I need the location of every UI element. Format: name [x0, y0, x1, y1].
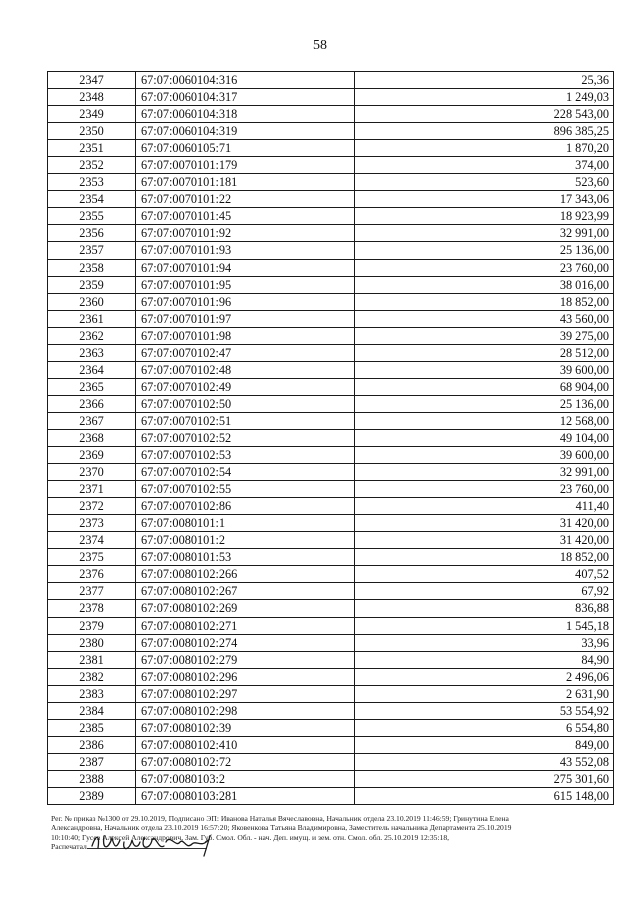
row-number: 2358 — [48, 259, 136, 276]
table-row — [48, 787, 614, 804]
table-row — [48, 123, 614, 140]
cadastral-number: 67:07:0060104:316 — [136, 72, 355, 89]
table-row — [48, 532, 614, 549]
cadastral-number: 67:07:0080102:298 — [136, 702, 355, 719]
cadastral-number: 67:07:0080103:2 — [136, 770, 355, 787]
row-number: 2361 — [48, 310, 136, 327]
table-row — [48, 549, 614, 566]
row-number: 2370 — [48, 464, 136, 481]
cadastral-number: 67:07:0070101:97 — [136, 310, 355, 327]
cadastral-number: 67:07:0080102:410 — [136, 736, 355, 753]
table-row — [48, 566, 614, 583]
cadastral-value: 28 512,00 — [355, 344, 614, 361]
table-row — [48, 447, 614, 464]
row-number: 2363 — [48, 344, 136, 361]
table-row — [48, 753, 614, 770]
table-row — [48, 600, 614, 617]
printed-by-label: Распечатал — [51, 842, 87, 851]
cadastral-value: 84,90 — [355, 651, 614, 668]
cadastral-number: 67:07:0080103:281 — [136, 787, 355, 804]
row-number: 2385 — [48, 719, 136, 736]
cadastral-number: 67:07:0080102:39 — [136, 719, 355, 736]
cadastral-value: 1 545,18 — [355, 617, 614, 634]
cadastral-number: 67:07:0060104:319 — [136, 123, 355, 140]
row-number: 2367 — [48, 412, 136, 429]
cadastral-value: 18 923,99 — [355, 208, 614, 225]
cadastral-value: 38 016,00 — [355, 276, 614, 293]
cadastral-value: 849,00 — [355, 736, 614, 753]
cadastral-number: 67:07:0070102:52 — [136, 429, 355, 446]
cadastral-number: 67:07:0070102:53 — [136, 447, 355, 464]
row-number: 2382 — [48, 668, 136, 685]
cadastral-value: 17 343,06 — [355, 191, 614, 208]
row-number: 2351 — [48, 140, 136, 157]
cadastral-number: 67:07:0070101:92 — [136, 225, 355, 242]
page-number: 58 — [313, 38, 327, 53]
row-number: 2360 — [48, 293, 136, 310]
cadastral-value: 2 631,90 — [355, 685, 614, 702]
row-number: 2386 — [48, 736, 136, 753]
row-number: 2372 — [48, 498, 136, 515]
table-row — [48, 174, 614, 191]
row-number: 2389 — [48, 787, 136, 804]
cadastral-value: 67,92 — [355, 583, 614, 600]
cadastral-value: 43 552,08 — [355, 753, 614, 770]
row-number: 2388 — [48, 770, 136, 787]
cadastral-value: 18 852,00 — [355, 549, 614, 566]
cadastral-value: 25 136,00 — [355, 242, 614, 259]
table-row — [48, 361, 614, 378]
table-row — [48, 242, 614, 259]
table-row — [48, 515, 614, 532]
table-row — [48, 736, 614, 753]
table-row — [48, 412, 614, 429]
cadastral-number: 67:07:0070102:86 — [136, 498, 355, 515]
cadastral-number: 67:07:0080101:53 — [136, 549, 355, 566]
table-row — [48, 89, 614, 106]
cadastral-value: 68 904,00 — [355, 378, 614, 395]
cadastral-number: 67:07:0080101:2 — [136, 532, 355, 549]
row-number: 2356 — [48, 225, 136, 242]
cadastral-value: 6 554,80 — [355, 719, 614, 736]
table-row — [48, 719, 614, 736]
row-number: 2357 — [48, 242, 136, 259]
cadastral-number: 67:07:0070101:93 — [136, 242, 355, 259]
row-number: 2362 — [48, 327, 136, 344]
cadastral-value: 53 554,92 — [355, 702, 614, 719]
table-row — [48, 481, 614, 498]
table-row — [48, 259, 614, 276]
cadastral-value: 1 249,03 — [355, 89, 614, 106]
cadastral-number: 67:07:0070102:49 — [136, 378, 355, 395]
table-row — [48, 225, 614, 242]
cadastral-number: 67:07:0080102:267 — [136, 583, 355, 600]
table-row — [48, 464, 614, 481]
cadastral-number: 67:07:0070101:22 — [136, 191, 355, 208]
cadastral-number: 67:07:0070102:55 — [136, 481, 355, 498]
table-row — [48, 498, 614, 515]
cadastral-value: 411,40 — [355, 498, 614, 515]
cadastral-value: 33,96 — [355, 634, 614, 651]
cadastral-number: 67:07:0080102:266 — [136, 566, 355, 583]
cadastral-value: 275 301,60 — [355, 770, 614, 787]
cadastral-value: 836,88 — [355, 600, 614, 617]
cadastral-number: 67:07:0060105:71 — [136, 140, 355, 157]
cadastral-number: 67:07:0070101:96 — [136, 293, 355, 310]
cadastral-value: 25,36 — [355, 72, 614, 89]
cadastral-number: 67:07:0080102:269 — [136, 600, 355, 617]
row-number: 2384 — [48, 702, 136, 719]
cadastral-number: 67:07:0080102:297 — [136, 685, 355, 702]
cadastral-number: 67:07:0080102:274 — [136, 634, 355, 651]
footer-line-2: Александровна, Начальник отдела 23.10.2019 16:57:20; Яковенкова Татьяна Владимировна, Заместитель начальника Департамента 25.10.2019 — [51, 823, 512, 833]
cadastral-number: 67:07:0070101:179 — [136, 157, 355, 174]
table-row — [48, 310, 614, 327]
footer-line-1: Рег. № приказ №1300 от 29.10.2019, Подписано ЭП: Иванова Наталья Вячеславовна, Начальник отдела 23.10.2019 11:46:59; Гринутина Елена — [51, 814, 509, 823]
cadastral-value: 2 496,06 — [355, 668, 614, 685]
row-number: 2365 — [48, 378, 136, 395]
cadastral-number: 67:07:0070101:45 — [136, 208, 355, 225]
cadastral-value: 615 148,00 — [355, 787, 614, 804]
cadastral-value: 18 852,00 — [355, 293, 614, 310]
cadastral-number: 67:07:0070102:50 — [136, 395, 355, 412]
cadastral-number: 67:07:0080102:72 — [136, 753, 355, 770]
table-row — [48, 685, 614, 702]
row-number: 2364 — [48, 361, 136, 378]
cadastral-value: 32 991,00 — [355, 464, 614, 481]
table-row — [48, 208, 614, 225]
cadastral-value: 407,52 — [355, 566, 614, 583]
cadastral-number: 67:07:0080102:296 — [136, 668, 355, 685]
cadastral-value: 39 600,00 — [355, 447, 614, 464]
table-row — [48, 668, 614, 685]
row-number: 2379 — [48, 617, 136, 634]
cadastral-value: 896 385,25 — [355, 123, 614, 140]
cadastral-number: 67:07:0080101:1 — [136, 515, 355, 532]
cadastral-number: 67:07:0060104:318 — [136, 106, 355, 123]
table-body — [48, 72, 614, 805]
row-number: 2380 — [48, 634, 136, 651]
footer-line-3: 10:10:40; Гусев Алексей Александрович, Зам. Губ. Смол. Обл. - нач. Деп. имущ. и зем. отн. Смол. обл. 25.10.2019 12:35:18, — [51, 832, 450, 842]
row-number: 2354 — [48, 191, 136, 208]
row-number: 2373 — [48, 515, 136, 532]
table-row — [48, 344, 614, 361]
cadastral-values-table — [47, 71, 614, 805]
row-number: 2359 — [48, 276, 136, 293]
table-row — [48, 651, 614, 668]
cadastral-number: 67:07:0070102:47 — [136, 344, 355, 361]
table-row — [48, 617, 614, 634]
cadastral-number: 67:07:0080102:271 — [136, 617, 355, 634]
cadastral-value: 1 870,20 — [355, 140, 614, 157]
row-number: 2381 — [48, 651, 136, 668]
row-number: 2366 — [48, 395, 136, 412]
cadastral-value: 31 420,00 — [355, 532, 614, 549]
cadastral-value: 49 104,00 — [355, 429, 614, 446]
row-number: 2347 — [48, 72, 136, 89]
cadastral-value: 39 275,00 — [355, 327, 614, 344]
table-row — [48, 276, 614, 293]
cadastral-value: 39 600,00 — [355, 361, 614, 378]
row-number: 2387 — [48, 753, 136, 770]
cadastral-number: 67:07:0070101:95 — [136, 276, 355, 293]
cadastral-value: 23 760,00 — [355, 259, 614, 276]
table-row — [48, 72, 614, 89]
table-row — [48, 702, 614, 719]
row-number: 2349 — [48, 106, 136, 123]
table-row — [48, 634, 614, 651]
cadastral-number: 67:07:0080102:279 — [136, 651, 355, 668]
cadastral-value: 12 568,00 — [355, 412, 614, 429]
cadastral-value: 25 136,00 — [355, 395, 614, 412]
row-number: 2375 — [48, 549, 136, 566]
row-number: 2368 — [48, 429, 136, 446]
row-number: 2377 — [48, 583, 136, 600]
cadastral-value: 374,00 — [355, 157, 614, 174]
row-number: 2378 — [48, 600, 136, 617]
table-row — [48, 583, 614, 600]
row-number: 2371 — [48, 481, 136, 498]
row-number: 2348 — [48, 89, 136, 106]
row-number: 2355 — [48, 208, 136, 225]
cadastral-value: 23 760,00 — [355, 481, 614, 498]
cadastral-value: 32 991,00 — [355, 225, 614, 242]
cadastral-number: 67:07:0070102:51 — [136, 412, 355, 429]
cadastral-value: 43 560,00 — [355, 310, 614, 327]
cadastral-value: 31 420,00 — [355, 515, 614, 532]
cadastral-value: 228 543,00 — [355, 106, 614, 123]
table-row — [48, 106, 614, 123]
table-row — [48, 191, 614, 208]
table-row — [48, 327, 614, 344]
table-row — [48, 157, 614, 174]
table-row — [48, 293, 614, 310]
cadastral-number: 67:07:0070101:98 — [136, 327, 355, 344]
row-number: 2383 — [48, 685, 136, 702]
row-number: 2369 — [48, 447, 136, 464]
handwritten-signature — [86, 828, 226, 858]
cadastral-number: 67:07:0070102:48 — [136, 361, 355, 378]
row-number: 2376 — [48, 566, 136, 583]
row-number: 2350 — [48, 123, 136, 140]
cadastral-number: 67:07:0070101:94 — [136, 259, 355, 276]
cadastral-value: 523,60 — [355, 174, 614, 191]
table-row — [48, 429, 614, 446]
row-number: 2374 — [48, 532, 136, 549]
table-row — [48, 770, 614, 787]
table-row — [48, 378, 614, 395]
row-number: 2352 — [48, 157, 136, 174]
cadastral-number: 67:07:0060104:317 — [136, 89, 355, 106]
cadastral-number: 67:07:0070101:181 — [136, 174, 355, 191]
cadastral-number: 67:07:0070102:54 — [136, 464, 355, 481]
table-row — [48, 140, 614, 157]
table-row — [48, 395, 614, 412]
row-number: 2353 — [48, 174, 136, 191]
